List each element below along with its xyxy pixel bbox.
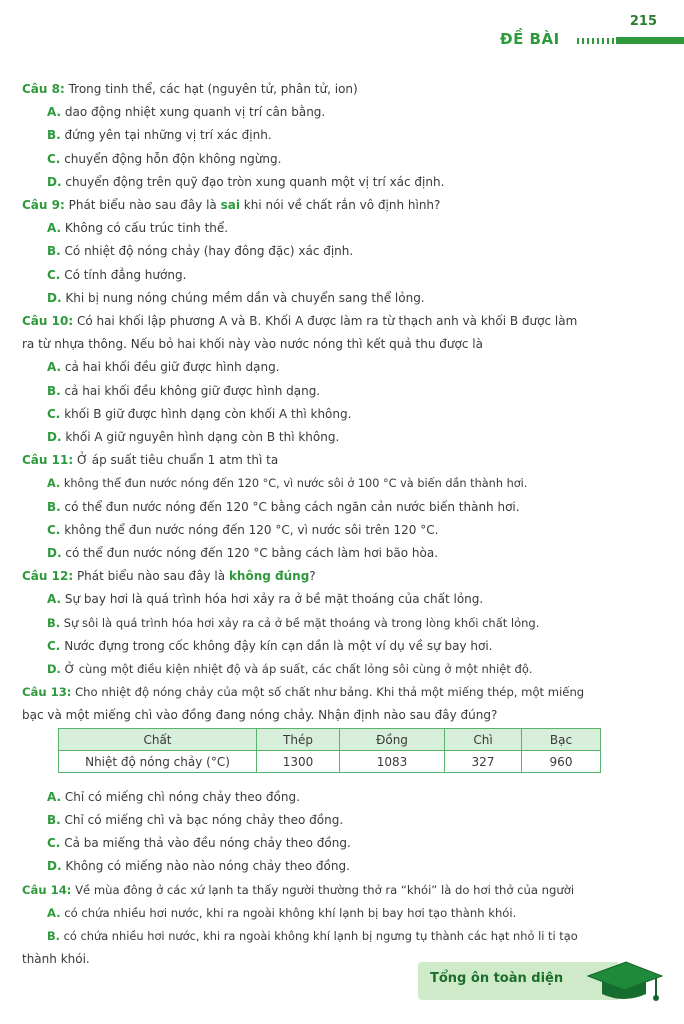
option-text: cả hai khối đều giữ được hình dạng. — [61, 360, 280, 375]
option-d — [22, 542, 626, 565]
option-c — [22, 403, 626, 426]
option-text: khối A giữ nguyên hình dạng còn B thì không. — [61, 430, 340, 445]
option-a — [22, 356, 626, 379]
melting-point-table — [58, 728, 601, 773]
option-label: D. — [47, 174, 62, 189]
table-cell: 327 — [445, 751, 522, 773]
option-label: B. — [47, 615, 61, 630]
option-label: D. — [47, 546, 62, 561]
table-header-cell: Thép — [257, 729, 340, 751]
header-dots-decoration — [577, 38, 617, 44]
option-label: A. — [47, 360, 62, 375]
option-a — [22, 217, 626, 240]
questions-body — [22, 78, 626, 971]
option-text: chuyển động trên quỹ đạo tròn xung quanh một vị trí xác định. — [61, 174, 445, 189]
table-header-cell: Chất — [59, 729, 257, 751]
option-text: Có tính đẳng hướng. — [60, 267, 187, 282]
question-10 — [22, 310, 626, 333]
option-c — [22, 264, 626, 287]
option-text: Khi bị nung nóng chúng mềm dần và chuyển sang thể lỏng. — [61, 290, 425, 305]
option-text: Chỉ có miếng chì nóng chảy theo đồng. — [61, 789, 300, 804]
option-label: B. — [47, 128, 61, 143]
option-text: Nước đựng trong cốc không đậy kín cạn dần là một ví dụ về sự bay hơi. — [60, 638, 493, 653]
option-d — [22, 287, 626, 310]
question-11 — [22, 449, 626, 472]
question-label: Câu 14: — [22, 882, 72, 897]
option-label: C. — [47, 638, 61, 653]
question-text: Ở áp suất tiêu chuẩn 1 atm thì ta — [73, 453, 279, 468]
option-c — [22, 832, 626, 855]
question-label: Câu 12: — [22, 569, 74, 584]
question-label: Câu 8: — [22, 82, 65, 96]
header-bar-decoration — [616, 37, 684, 44]
option-label: A. — [47, 477, 61, 491]
question-text: Phát biểu nào sau đây là — [73, 569, 229, 584]
option-label: C. — [47, 406, 61, 421]
option-label: B. — [47, 244, 61, 259]
option-label: B. — [47, 499, 61, 514]
option-c — [22, 148, 626, 171]
question-label: Câu 13: — [22, 685, 72, 700]
highlight-word: sai — [220, 198, 240, 213]
option-b — [22, 380, 626, 403]
option-b — [22, 809, 626, 832]
option-label: B. — [47, 383, 61, 398]
table-header-cell: Bạc — [522, 729, 601, 751]
question-12 — [22, 565, 626, 588]
question-14 — [22, 879, 626, 902]
question-13 — [22, 681, 626, 704]
option-text: không thể đun nước nóng đến 120 °C, vì nước sôi ở 100 °C và biến dần thành hơi. — [60, 477, 528, 491]
option-a — [22, 786, 626, 809]
option-label: D. — [47, 662, 61, 677]
option-label: A. — [47, 221, 62, 236]
question-14-continuation: thành khói. — [22, 952, 90, 967]
option-c — [22, 635, 626, 658]
question-text: Phát biểu nào sau đây là — [64, 198, 221, 213]
option-label: B. — [47, 812, 61, 827]
question-text: Cho nhiệt độ nóng chảy của một số chất như bảng. Khi thả một miếng thép, một miếng — [71, 685, 585, 700]
option-d — [22, 426, 626, 449]
option-text: chuyển động hỗn độn không ngừng. — [60, 151, 282, 166]
option-label: A. — [47, 905, 61, 920]
option-label: C. — [47, 151, 61, 166]
option-label: D. — [47, 290, 62, 305]
table-header-row — [59, 729, 601, 751]
option-b — [22, 496, 626, 519]
option-text: Không có cấu trúc tinh thể. — [61, 221, 229, 236]
question-label: Câu 11: — [22, 453, 74, 468]
option-text: khối B giữ được hình dạng còn khối A thì không. — [60, 406, 352, 421]
table-header-cell: Chì — [445, 729, 522, 751]
option-label: C. — [47, 836, 61, 851]
table-row — [59, 751, 601, 773]
question-label: Câu 10: — [22, 314, 74, 329]
question-10-continuation: ra từ nhựa thông. Nếu bỏ hai khối này vào nước nóng thì kết quả thu được là — [22, 337, 483, 352]
question-text: Có hai khối lập phương A và B. Khối A được làm ra từ thạch anh và khối B được làm — [73, 314, 578, 329]
question-text: Về mùa đông ở các xứ lạnh ta thấy người thường thở ra “khói” là do hơi thở của người — [71, 882, 575, 897]
option-text: Sự sôi là quá trình hóa hơi xảy ra cả ở bề mặt thoáng và trong lòng khối chất lỏng. — [60, 615, 540, 630]
option-label: A. — [47, 789, 62, 804]
option-label: C. — [47, 267, 61, 282]
table-cell: 1083 — [340, 751, 445, 773]
option-label: D. — [47, 859, 62, 874]
footer-badge-label: Tổng ôn toàn diện — [430, 971, 564, 986]
option-d — [22, 171, 626, 194]
table-cell: 1300 — [257, 751, 340, 773]
question-text: Trong tinh thể, các hạt (nguyên tử, phân tử, ion) — [64, 82, 358, 96]
option-d — [22, 855, 626, 878]
option-label: B. — [47, 928, 61, 943]
table-header-cell: Đồng — [340, 729, 445, 751]
option-label: C. — [47, 522, 61, 537]
option-label: A. — [47, 105, 62, 120]
option-b — [22, 925, 626, 948]
option-label: A. — [47, 592, 62, 607]
table-cell: Nhiệt độ nóng chảy (°C) — [59, 751, 257, 773]
option-text: Ở cùng một điều kiện nhiệt độ và áp suất, các chất lỏng sôi cùng ở một nhiệt độ. — [60, 662, 533, 677]
page-number: 215 — [629, 14, 657, 29]
section-title: ĐỀ BÀI — [500, 30, 560, 48]
question-13-continuation: bạc và một miếng chì vào đồng đang nóng chảy. Nhận định nào sau đây đúng? — [22, 708, 498, 723]
question-label: Câu 9: — [22, 198, 65, 213]
option-text: đứng yên tại những vị trí xác định. — [60, 128, 272, 143]
option-text: không thể đun nước nóng đến 120 °C, vì nước sôi trên 120 °C. — [60, 522, 439, 537]
graduation-cap-icon — [584, 952, 664, 1008]
option-text: có thể đun nước nóng đến 120 °C bằng cách làm hơi bão hòa. — [61, 546, 439, 561]
option-text: có thể đun nước nóng đến 120 °C bằng cách ngăn cản nước biến thành hơi. — [60, 499, 520, 514]
option-a — [22, 588, 626, 611]
highlight-word: không đúng — [228, 569, 310, 584]
option-text: Có nhiệt độ nóng chảy (hay đông đặc) xác định. — [60, 244, 354, 259]
option-a — [22, 472, 626, 495]
option-a — [22, 902, 626, 925]
question-text: khi nói về chất rắn vô định hình? — [239, 198, 441, 213]
option-a — [22, 101, 626, 124]
table-cell: 960 — [522, 751, 601, 773]
option-text: Không có miếng nào nào nóng chảy theo đồng. — [61, 859, 350, 874]
option-c — [22, 519, 626, 542]
question-9 — [22, 194, 626, 217]
option-b — [22, 612, 626, 635]
option-text: Chỉ có miếng chì và bạc nóng chảy theo đồng. — [60, 812, 344, 827]
option-text: cả hai khối đều không giữ được hình dạng. — [60, 383, 321, 398]
option-text: Cả ba miếng thả vào đều nóng chảy theo đồng. — [60, 836, 351, 851]
option-text: có chứa nhiều hơi nước, khi ra ngoài không khí lạnh bị bay hơi tạo thành khói. — [60, 905, 517, 920]
question-text: ? — [309, 569, 316, 584]
option-text: Sự bay hơi là quá trình hóa hơi xảy ra ở bề mặt thoáng của chất lỏng. — [61, 592, 484, 607]
option-text: dao động nhiệt xung quanh vị trí cân bằng. — [61, 105, 326, 120]
question-8 — [22, 78, 626, 101]
option-label: D. — [47, 430, 62, 445]
option-b — [22, 124, 626, 147]
option-d — [22, 658, 626, 681]
option-text: có chứa nhiều hơi nước, khi ra ngoài không khí lạnh bị ngưng tụ thành các hạt nhỏ li ti tạo — [60, 928, 578, 943]
option-b — [22, 240, 626, 263]
